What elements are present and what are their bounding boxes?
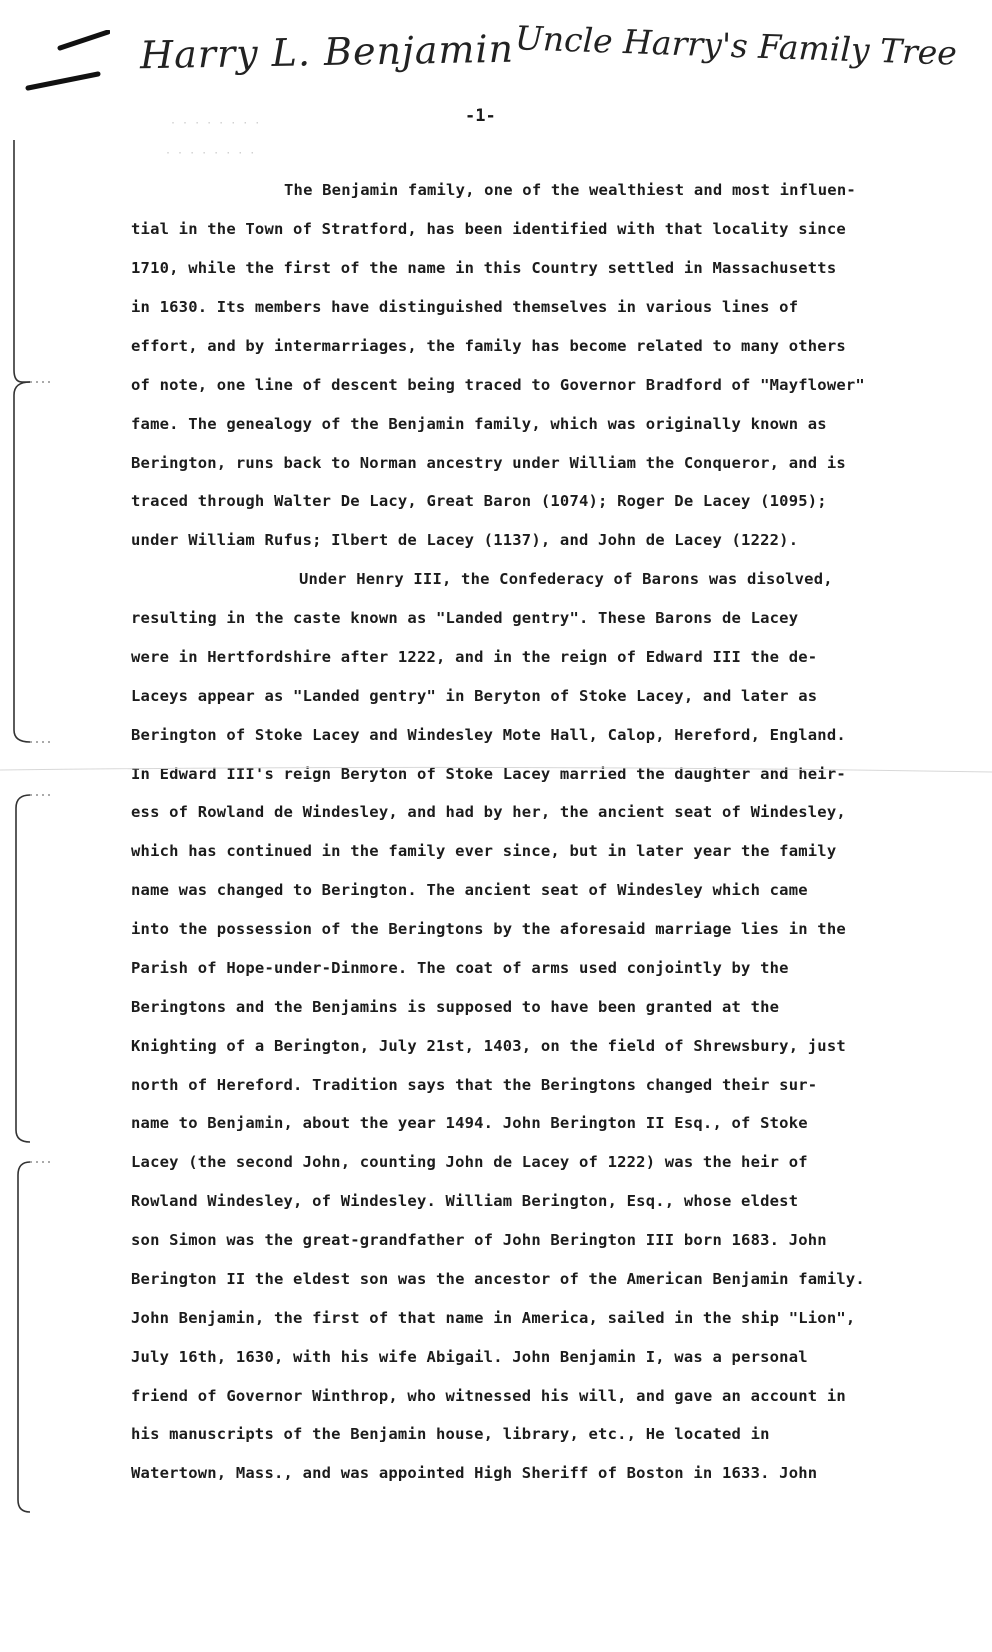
page-number: -1-: [465, 106, 496, 126]
handwritten-marks: [20, 30, 110, 100]
text-line: John Benjamin, the first of that name in America, sailed in the ship "Lion",: [131, 1309, 856, 1327]
text-line: in 1630. Its members have distinguished themselves in various lines of: [131, 298, 799, 316]
text-line: July 16th, 1630, with his wife Abigail. John Benjamin I, was a personal: [131, 1348, 808, 1366]
text-line: name was changed to Berington. The ancient seat of Windesley which came: [131, 881, 808, 899]
text-line: which has continued in the family ever since, but in later year the family: [131, 842, 837, 860]
text-line: Lacey (the second John, counting John de Lacey of 1222) was the heir of: [131, 1153, 808, 1171]
bleed-through-text: · · · · · · · ·: [170, 118, 261, 129]
text-line: resulting in the caste known as "Landed gentry". These Barons de Lacey: [131, 609, 799, 627]
text-line: effort, and by intermarriages, the family has become related to many others: [131, 337, 846, 355]
text-line: Under Henry III, the Confederacy of Barons was disolved,: [299, 570, 833, 588]
text-line: name to Benjamin, about the year 1494. John Berington II Esq., of Stoke: [131, 1114, 808, 1132]
text-line: Berington, runs back to Norman ancestry under William the Conqueror, and is: [131, 454, 846, 472]
text-line: Knighting of a Berington, July 21st, 1403, on the field of Shrewsbury, just: [131, 1037, 846, 1055]
text-line: Berington II the eldest son was the ancestor of the American Benjamin family.: [131, 1270, 865, 1288]
text-line: Laceys appear as "Landed gentry" in Beryton of Stoke Lacey, and later as: [131, 687, 818, 705]
text-line: tial in the Town of Stratford, has been identified with that locality since: [131, 220, 846, 238]
text-line: fame. The genealogy of the Benjamin family, which was originally known as: [131, 415, 827, 433]
text-line: Berington of Stoke Lacey and Windesley Mote Hall, Calop, Hereford, England.: [131, 726, 846, 744]
text-line: Beringtons and the Benjamins is supposed to have been granted at the: [131, 998, 780, 1016]
text-line: Rowland Windesley, of Windesley. William Berington, Esq., whose eldest: [131, 1192, 799, 1210]
text-line: 1710, while the first of the name in this Country settled in Massachusetts: [131, 259, 837, 277]
text-line: son Simon was the great-grandfather of John Berington III born 1683. John: [131, 1231, 827, 1249]
text-line: ess of Rowland de Windesley, and had by her, the ancient seat of Windesley,: [131, 803, 846, 821]
text-line: friend of Governor Winthrop, who witnessed his will, and gave an account in: [131, 1387, 846, 1405]
handwritten-title: Uncle Harry's Family Tree: [514, 18, 958, 73]
text-line: were in Hertfordshire after 1222, and in the reign of Edward III the de-: [131, 648, 818, 666]
paper-fold-line: [0, 760, 992, 780]
text-line: Parish of Hope-under-Dinmore. The coat of arms used conjointly by the: [131, 959, 789, 977]
text-line: his manuscripts of the Benjamin house, library, etc., He located in: [131, 1425, 770, 1443]
text-line: Watertown, Mass., and was appointed High Sheriff of Boston in 1633. John: [131, 1464, 818, 1482]
text-line: under William Rufus; Ilbert de Lacey (1137), and John de Lacey (1222).: [131, 531, 799, 549]
bleed-through-text: · · · · · · · ·: [165, 148, 256, 159]
text-line: of note, one line of descent being traced to Governor Bradford of "Mayflower": [131, 376, 865, 394]
text-line: north of Hereford. Tradition says that the Beringtons changed their sur-: [131, 1076, 818, 1094]
handwritten-name: Harry L. Benjamin: [139, 26, 515, 78]
text-line: In Edward III's reign Beryton of Stoke Lacey married the daughter and heir-: [131, 765, 846, 783]
text-line: traced through Walter De Lacy, Great Baron (1074); Roger De Lacey (1095);: [131, 492, 827, 510]
text-line: The Benjamin family, one of the wealthiest and most influen-: [284, 181, 856, 199]
margin-bracket-marks: [0, 120, 60, 1540]
text-line: into the possession of the Beringtons by the aforesaid marriage lies in the: [131, 920, 846, 938]
